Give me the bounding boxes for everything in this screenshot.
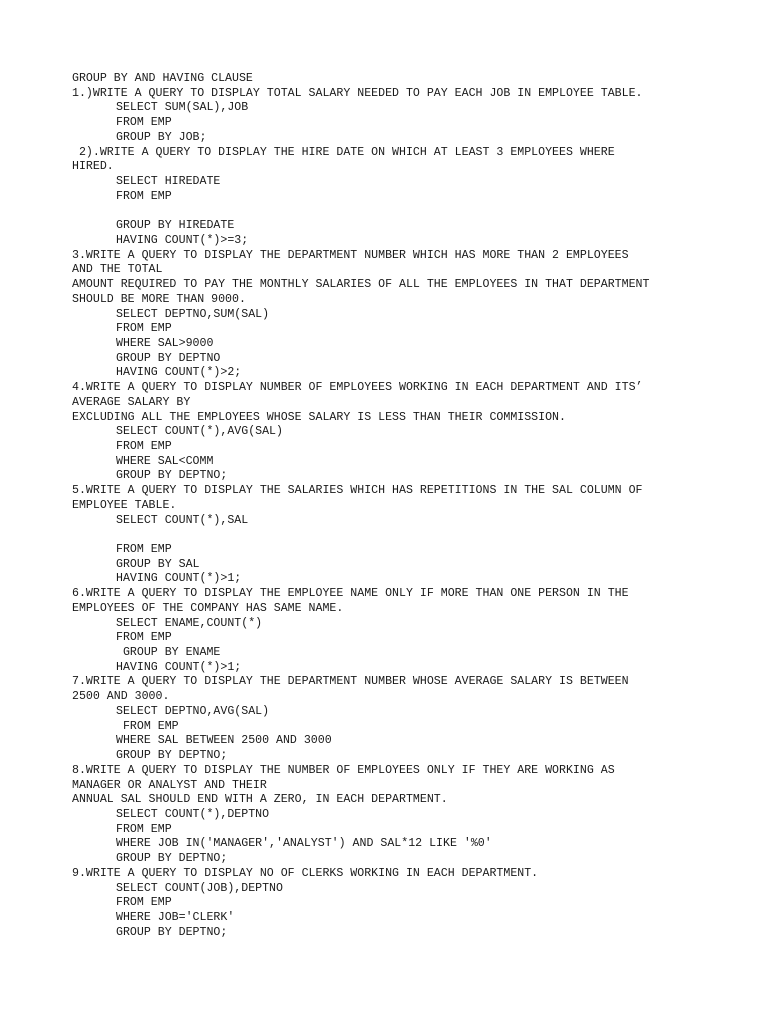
text-line: 8.WRITE A QUERY TO DISPLAY THE NUMBER OF EMPLOYEES ONLY IF THEY ARE WORKING AS <box>72 763 615 777</box>
text-line: 7.WRITE A QUERY TO DISPLAY THE DEPARTMENT NUMBER WHOSE AVERAGE SALARY IS BETWEEN <box>72 675 629 689</box>
sql-code-line: FROM EMP <box>116 116 172 130</box>
text-line: MANAGER OR ANALYST AND THEIR <box>72 778 267 792</box>
sql-code-line <box>72 204 712 219</box>
text-line: 6.WRITE A QUERY TO DISPLAY THE EMPLOYEE NAME ONLY IF MORE THAN ONE PERSON IN THE <box>72 587 629 601</box>
sql-code-line: WHERE JOB IN('MANAGER','ANALYST') AND SAL*12 LIKE '%0' <box>116 837 492 851</box>
text-line: AND THE TOTAL <box>72 263 163 277</box>
sql-code-line: SELECT COUNT(*),SAL <box>116 513 249 527</box>
sql-code-line: HAVING COUNT(*)>1; <box>116 660 242 674</box>
sql-code-line: SELECT COUNT(*),DEPTNO <box>116 807 270 821</box>
sql-code-line: SELECT DEPTNO,SUM(SAL) <box>116 307 270 321</box>
text-line: 2).WRITE A QUERY TO DISPLAY THE HIRE DATE ON WHICH AT LEAST 3 EMPLOYEES WHERE <box>72 145 615 159</box>
sql-code-line: GROUP BY HIREDATE <box>116 219 235 233</box>
text-line: 1.)WRITE A QUERY TO DISPLAY TOTAL SALARY NEEDED TO PAY EACH JOB IN EMPLOYEE TABLE. <box>72 86 643 100</box>
text-line: HIRED. <box>72 160 114 174</box>
sql-code-line: HAVING COUNT(*)>1; <box>116 572 242 586</box>
document-body <box>72 72 712 940</box>
sql-code-line: GROUP BY DEPTNO; <box>116 852 228 866</box>
text-line: 4.WRITE A QUERY TO DISPLAY NUMBER OF EMPLOYEES WORKING IN EACH DEPARTMENT AND ITS’ <box>72 381 643 395</box>
sql-code-line: SELECT COUNT(*),AVG(SAL) <box>116 425 283 439</box>
text-line: 9.WRITE A QUERY TO DISPLAY NO OF CLERKS WORKING IN EACH DEPARTMENT. <box>72 866 539 880</box>
sql-code-line: SELECT SUM(SAL),JOB <box>116 101 249 115</box>
sql-code-line: HAVING COUNT(*)>=3; <box>116 233 249 247</box>
text-line: 3.WRITE A QUERY TO DISPLAY THE DEPARTMENT NUMBER WHICH HAS MORE THAN 2 EMPLOYEES <box>72 248 629 262</box>
text-line: SHOULD BE MORE THAN 9000. <box>72 292 246 306</box>
sql-code-line: HAVING COUNT(*)>2; <box>116 366 242 380</box>
sql-code-line: SELECT COUNT(JOB),DEPTNO <box>116 881 283 895</box>
sql-code-line: SELECT HIREDATE <box>116 175 221 189</box>
sql-code-line: GROUP BY SAL <box>116 557 200 571</box>
text-line: EMPLOYEES OF THE COMPANY HAS SAME NAME. <box>72 601 344 615</box>
sql-code-line: WHERE SAL BETWEEN 2500 AND 3000 <box>116 734 332 748</box>
sql-code-line: GROUP BY DEPTNO; <box>116 469 228 483</box>
sql-code-line: FROM EMP <box>116 543 172 556</box>
text-line: EXCLUDING ALL THE EMPLOYEES WHOSE SALARY IS LESS THAN THEIR COMMISSION. <box>72 410 566 424</box>
sql-code-line: FROM EMP <box>116 719 179 733</box>
sql-code-line: FROM EMP <box>116 439 172 453</box>
sql-code-line: WHERE SAL>9000 <box>116 336 214 350</box>
sql-code-line: SELECT ENAME,COUNT(*) <box>116 616 263 630</box>
text-line: GROUP BY AND HAVING CLAUSE <box>72 72 253 85</box>
sql-code-line: SELECT DEPTNO,AVG(SAL) <box>116 704 270 718</box>
text-line: AVERAGE SALARY BY <box>72 395 191 409</box>
sql-code-line: FROM EMP <box>116 896 172 910</box>
sql-code-line: FROM EMP <box>116 322 172 336</box>
sql-code-line <box>72 528 712 543</box>
sql-code-line: FROM EMP <box>116 631 172 645</box>
text-line: ANNUAL SAL SHOULD END WITH A ZERO, IN EACH DEPARTMENT. <box>72 793 448 807</box>
sql-code-line: GROUP BY DEPTNO <box>116 351 221 365</box>
sql-code-line: WHERE JOB='CLERK' <box>116 910 235 924</box>
text-line: 2500 AND 3000. <box>72 690 170 704</box>
sql-code-line: FROM EMP <box>116 189 172 203</box>
sql-code-line: FROM EMP <box>116 822 172 836</box>
sql-code-line: GROUP BY DEPTNO; <box>116 749 228 763</box>
sql-code-line: GROUP BY JOB; <box>116 130 207 144</box>
sql-code-line: GROUP BY DEPTNO; <box>116 925 228 939</box>
text-line: AMOUNT REQUIRED TO PAY THE MONTHLY SALARIES OF ALL THE EMPLOYEES IN THAT DEPARTMENT <box>72 278 650 292</box>
sql-code-line: GROUP BY ENAME <box>116 646 221 660</box>
sql-code-line: WHERE SAL<COMM <box>116 454 214 468</box>
text-line: EMPLOYEE TABLE. <box>72 498 177 512</box>
text-line: 5.WRITE A QUERY TO DISPLAY THE SALARIES WHICH HAS REPETITIONS IN THE SAL COLUMN OF <box>72 484 643 498</box>
